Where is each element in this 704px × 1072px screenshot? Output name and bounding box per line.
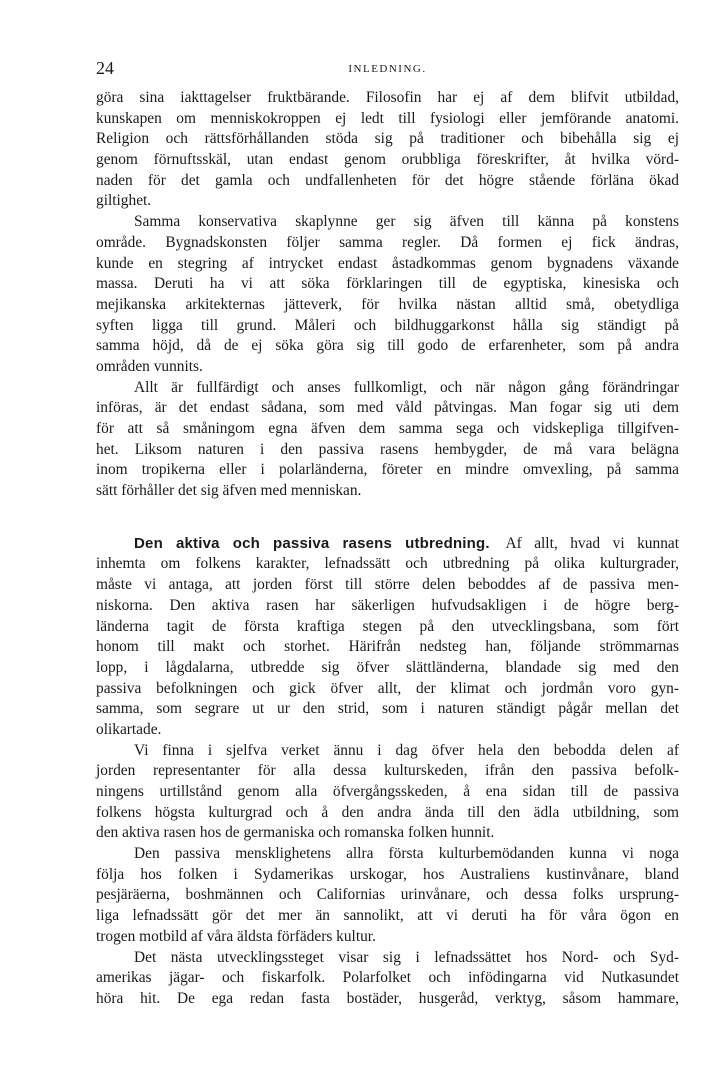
paragraph	[96, 844, 679, 947]
text-line: liga lefnadssätt gör det mer än sannolikt, att vi deruti ha för våra ögon en	[96, 907, 679, 925]
text-line: kunskapen om menniskokroppen ej ledt till fysiologi eller jemförande anatomi.	[96, 109, 679, 127]
text-line: område. Bygnadskonsten följer samma regler. Då formen ej fick ändras,	[96, 233, 679, 251]
text-line: kunde en stegring af intrycket endast åstadkommas genom bygnadens växande	[96, 254, 679, 272]
text-line: inhemta om folkens karakter, lefnadssätt och utbredning på olika kulturgrader,	[96, 555, 679, 573]
text-line: het. Liksom naturen i den passiva rasens hembygder, de må vara belägna	[96, 440, 679, 458]
text-line: honom till makt och storhet. Härifrån nedsteg han, följande strömmarnas	[96, 638, 679, 656]
text-line: olikartade.	[96, 720, 162, 738]
text-line: Samma konservativa skaplynne ger sig äfven till känna på konstens	[134, 213, 679, 231]
text-line: den aktiva rasen hos de germaniska och romanska folken hunnit.	[96, 824, 495, 842]
text-line: samma höjd, då de ej söka göra sig till godo de erfarenheter, som på andra	[96, 337, 679, 355]
paragraph	[96, 534, 679, 741]
text-line: inom tropikerna eller i polarländerna, företer en mindre omvexling, på samma	[96, 461, 679, 479]
text-line: Den passiva mensklighetens allra första kulturbemödanden kunna vi noga	[134, 845, 679, 863]
text-line: införas, är det endast sådana, som med våld påtvingas. Man fogar sig uti dem	[96, 399, 679, 417]
text-line: länderna tagit de första kraftiga stegen på den utvecklingsbana, som fört	[96, 617, 679, 635]
text-line: ningens urtillstånd genom alla öfvergångsskeden, å ena sidan till de passiva	[96, 783, 679, 800]
text-line: folkens högsta kulturgrad och å den andra ända till den ädla utbildning, som	[96, 803, 679, 821]
paragraph	[96, 741, 679, 844]
running-head: INLEDNING.	[348, 63, 427, 75]
text-line: syften ligga till grund. Måleri och bildhuggarkonst hålla sig ständigt på	[96, 316, 679, 334]
text-line: giltighet.	[96, 192, 152, 210]
text-line: lopp, i lågdalarna, utbredde sig öfver slättländerna, blandade sig med den	[96, 658, 679, 676]
text-line: för att så småningom egna äfven dem samma sega och vidskepliga tillgifven-	[96, 420, 679, 437]
text-line: massa. Deruti ha vi att söka förklaringen till de egyptiska, kinesiska och	[96, 275, 679, 293]
section-first-line	[96, 534, 679, 555]
text-line: pesjäräerna, boshmännen och Californias urinvånare, och dessa folks ursprung-	[96, 886, 679, 904]
text-line-rest: Af allt, hvad vi kunnat	[505, 534, 680, 552]
paragraph	[96, 212, 679, 378]
page-body	[96, 88, 679, 1010]
text-line: trogen motbild af våra äldsta förfäders kultur.	[96, 927, 376, 945]
text-line: genom förnuftsskäl, utan endast genom orubbliga föreskrifter, åt hvilka vörd-	[96, 151, 679, 169]
text-line: amerikas jägar- och fiskarfolk. Polarfolket och infödingarna vid Nutkasundet	[96, 969, 679, 987]
section	[96, 534, 679, 1010]
text-line: höra hit. De ega redan fasta bostäder, husgeråd, verktyg, såsom hammare,	[96, 989, 679, 1007]
text-line: naden för det gamla och undfallenheten för det högre stående förläna ökad	[96, 171, 679, 189]
text-line: måste vi antaga, att jorden först till större delen beboddes af de passiva men-	[96, 576, 679, 594]
text-line: Det nästa utvecklingssteget visar sig i lefnadssättet hos Nord- och Syd-	[134, 948, 679, 966]
text-line: göra sina iakttagelser fruktbärande. Filosofin har ej af dem blifvit utbildad,	[96, 89, 679, 106]
text-line: sätt förhåller det sig äfven med menniskan.	[96, 482, 362, 500]
text-line: passiva befolkningen och gick öfver allt, der klimat och jordmån voro gyn-	[96, 679, 679, 697]
text-line: samma, som segrare ut ur den strid, som i naturen ständigt pågår mellan det	[96, 700, 679, 718]
page-number: 24	[96, 58, 114, 78]
text-line: Religion och rättsförhållanden stöda sig på traditioner och bibehålla sig ej	[96, 130, 679, 148]
section-heading: Den aktiva och passiva rasens utbredning.	[134, 534, 490, 552]
text-line: områden vunnits.	[96, 357, 203, 375]
text-line: Allt är fullfärdigt och anses fullkomligt, och när någon gång förändringar	[134, 378, 679, 396]
text-line: Vi finna i sjelfva verket ännu i dag öfver hela den bebodda delen af	[134, 741, 679, 759]
text-line: jorden representanter för alla dessa kulturskeden, ifrån den passiva befolk-	[96, 762, 679, 780]
section-spacer	[96, 502, 679, 534]
paragraph	[96, 948, 679, 1010]
paragraph	[96, 88, 679, 212]
text-line: niskorna. Den aktiva rasen har säkerligen hufvudsakligen i de högre berg-	[96, 596, 679, 614]
text-line: mejikanska arkitekternas jätteverk, för hvilka nästan alltid små, obetydliga	[96, 295, 679, 313]
paragraph	[96, 378, 679, 502]
text-line: följa hos folken i Sydamerikas urskogar, hos Australiens kustinvånare, bland	[96, 865, 679, 883]
page-header	[96, 58, 679, 82]
